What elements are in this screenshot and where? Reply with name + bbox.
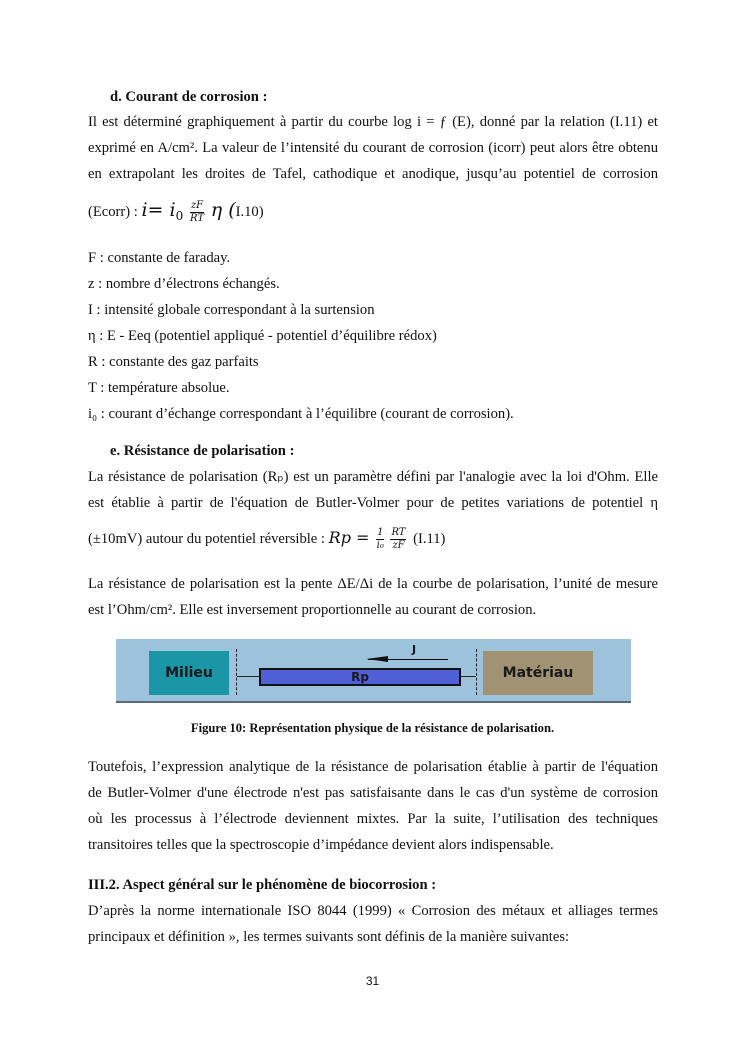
formula-i11 (88, 524, 658, 552)
current-label: J (411, 642, 417, 656)
heading-courant-corrosion: d. Courant de corrosion : (110, 89, 268, 105)
fraction-RT-zF (390, 527, 406, 552)
materiau-box: Matériau (483, 651, 593, 695)
paragraph-line: La résistance de polarisation (Rₚ) est un paramètre défini par l'analogie avec la loi d'Ohm. Elle (88, 469, 658, 485)
paragraph-line: est établie à partir de l'équation de Butler-Volmer pour de petites variations de potentiel η (88, 495, 658, 511)
heading-resistance-polarisation: e. Résistance de polarisation : (110, 443, 295, 459)
denominator: i₀ (376, 540, 384, 552)
paragraph-line: exprimé en A/cm². La valeur de l’intensité du courant de corrosion (icorr) peut alors être obtenu (88, 140, 658, 156)
definition-item: T : température absolue. (88, 380, 230, 396)
numerator: RT (391, 527, 406, 539)
denominator: RT (190, 213, 205, 225)
formula-ref: (I.11) (413, 531, 446, 547)
paragraph-line: en extrapolant les droites de Tafel, cathodique et anodique, jusqu’au potentiel de corrosion (88, 166, 658, 182)
arrow-head-icon (366, 656, 388, 662)
formula-prefix: (Ecorr) : (88, 204, 142, 220)
definition-item: R : constante des gaz parfaits (88, 354, 259, 370)
milieu-box: Milieu (149, 651, 229, 695)
definition-item: η : E - Eeq (potentiel appliqué - potentiel d’équilibre rédox) (88, 328, 437, 344)
numerator: 1 (377, 527, 384, 539)
definition-item: I : intensité globale correspondant à la surtension (88, 302, 375, 318)
definition-item: F : constante de faraday. (88, 250, 231, 266)
resistor-rp: Rp (259, 668, 461, 686)
boundary-left (236, 649, 237, 695)
page-number: 31 (365, 974, 380, 988)
figure-polarisation-resistance (116, 639, 631, 703)
heading-biocorrosion: III.2. Aspect général sur le phénomène de biocorrosion : (88, 877, 437, 893)
formula-prefix: (±10mV) autour du potentiel réversible : (88, 531, 329, 547)
paragraph-line: où les processus à l’électrode deviennent mixtes. Par la suite, l’utilisation des techniques (88, 811, 658, 827)
figure-caption: Figure 10: Représentation physique de la résistance de polarisation. (190, 721, 555, 735)
definition-item: i₀ : courant d’échange correspondant à l’équilibre (courant de corrosion). (88, 406, 514, 422)
paragraph-line: est l’Ohm/cm². Elle est inversement proportionnelle au courant de corrosion. (88, 602, 537, 618)
formula-i10 (88, 196, 658, 224)
paragraph-line: Il est déterminé graphiquement à partir du courbe log i = ƒ (E), donné par la relation (I.11) et (88, 114, 658, 130)
formula-eta: η ( (210, 199, 236, 221)
paragraph-line: de Butler-Volmer d'une électrode n'est pas satisfaisante dans le cas d'un système de corrosion (88, 785, 658, 801)
denominator: zF (392, 540, 405, 552)
fraction-1-i0 (376, 527, 384, 552)
paragraph-line: D’après la norme internationale ISO 8044 (1999) « Corrosion des métaux et alliages termes (88, 903, 658, 919)
formula-ref: I.10) (235, 204, 264, 220)
definition-item: z : nombre d’électrons échangés. (88, 276, 280, 292)
wire-right (460, 676, 476, 677)
paragraph-line: Toutefois, l’expression analytique de la résistance de polarisation établie à partir de l'équation (88, 759, 658, 775)
formula-lhs: i= i (141, 199, 176, 221)
fraction-zF-RT (190, 200, 204, 225)
wire-left (237, 676, 260, 677)
formula-sub: 0 (175, 208, 184, 223)
paragraph-line: principaux et définition », les termes suivants sont définis de la manière suivantes: (88, 929, 570, 945)
numerator: zF (190, 200, 204, 212)
paragraph-line: transitoires telles que la spectroscopie d’impédance devient alors indispensable. (88, 837, 554, 853)
boundary-right (476, 649, 477, 695)
paragraph-line: La résistance de polarisation est la pente ΔE/Δi de la courbe de polarisation, l’unité de mesure (88, 576, 658, 592)
formula-lhs: Rp = (328, 528, 370, 547)
